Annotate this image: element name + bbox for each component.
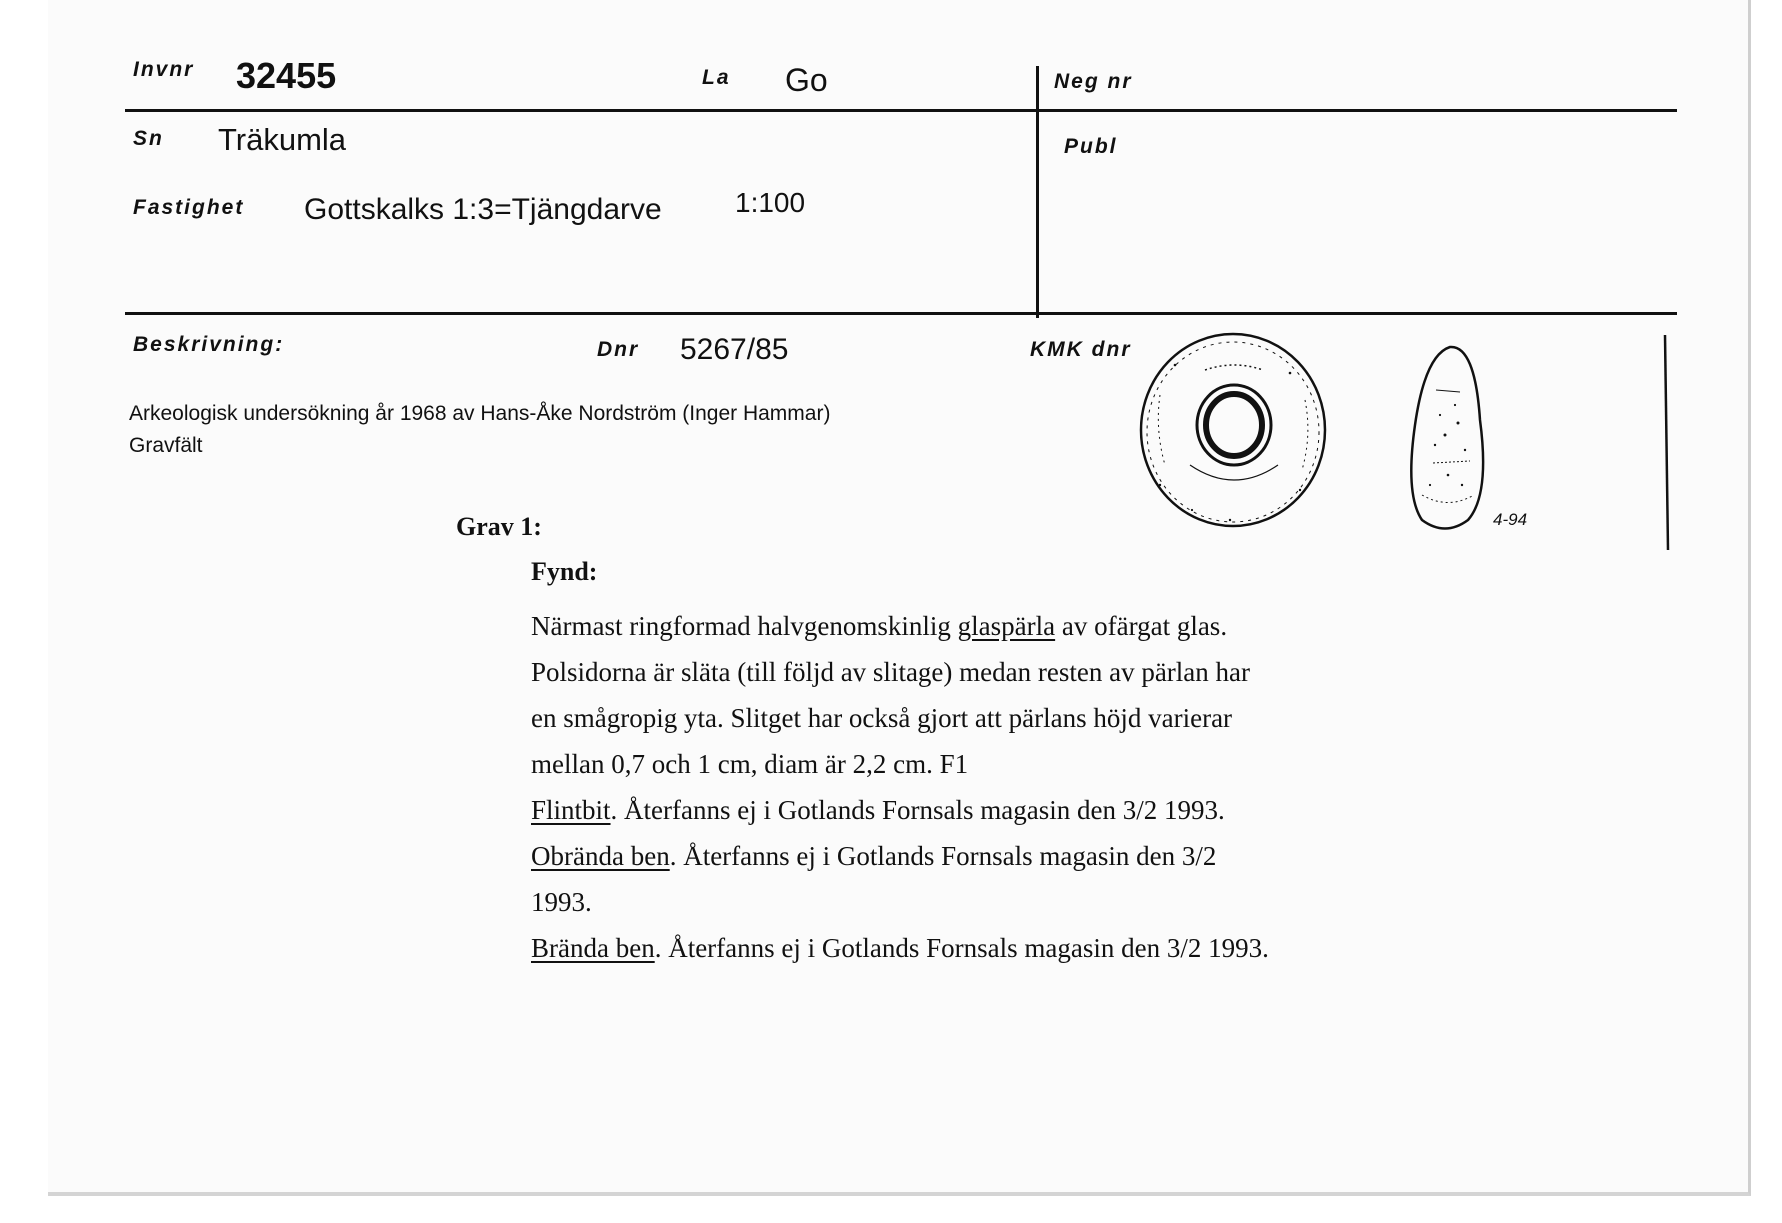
find-3-line-cont: 1993. (531, 887, 592, 917)
find-4-object: Brända ben (531, 933, 655, 963)
sn-value: Träkumla (218, 122, 347, 157)
invnr-value: 32455 (236, 55, 337, 96)
dnr-label: Dnr (597, 338, 640, 361)
find-1-object: glaspärla (957, 611, 1056, 641)
kmk-dnr-label: KMK dnr (1030, 338, 1132, 361)
publ-label: Publ (1064, 135, 1118, 158)
description-line-1: Arkeologisk undersökning år 1968 av Hans-Åke Nordström (Inger Hammar) (129, 402, 831, 425)
section-divider (125, 312, 1677, 315)
beskrivning-label: Beskrivning: (133, 333, 285, 356)
find-3-line (531, 833, 1491, 879)
dnr-value: 5267/85 (680, 333, 789, 366)
bead-drawing (1130, 325, 1690, 585)
drawing-note: 4-94 (1493, 510, 1528, 529)
negnr-label: Neg nr (1054, 70, 1133, 93)
find-2-object: Flintbit (531, 795, 611, 825)
find-3-object: Obrända ben (531, 841, 670, 871)
find-1-line-2: Polsidorna är släta (till följd av slitage) medan resten av pärlan har (531, 657, 1251, 687)
find-2-line (531, 787, 1491, 833)
invnr-label: Invnr (133, 58, 195, 81)
grave-heading: Grav 1: (456, 512, 542, 541)
find-1-line-1 (531, 603, 1491, 649)
la-label: La (702, 66, 731, 89)
find-1-line-3: en smågropig yta. Slitget har också gjort att pärlans höjd varierar (531, 703, 1233, 733)
la-value: Go (785, 62, 828, 98)
find-list (531, 603, 1491, 971)
fastighet-value: Gottskalks 1:3=Tjängdarve (304, 193, 662, 226)
catalog-card (48, 0, 1751, 1196)
find-1-line-4: mellan 0,7 och 1 cm, diam är 2,2 cm. F1 (531, 749, 969, 779)
find-1-text-b: av ofärgat glas. (1055, 611, 1228, 641)
fastighet-label: Fastighet (133, 196, 245, 219)
find-4-line (531, 925, 1491, 971)
header-divider (125, 109, 1677, 112)
find-4-text: . Återfanns ej i Gotlands Fornsals magasin den 3/2 1993. (654, 933, 1269, 963)
find-2-text: . Återfanns ej i Gotlands Fornsals magasin den 3/2 1993. (610, 795, 1225, 825)
find-3-text: . Återfanns ej i Gotlands Fornsals magasin den 3/2 (669, 841, 1217, 871)
sn-label: Sn (133, 127, 164, 150)
fastighet-handwritten-scale: 1:100 (735, 187, 806, 218)
header-column-divider (1036, 66, 1039, 318)
fynd-heading: Fynd: (531, 557, 598, 586)
description-line-2: Gravfält (129, 434, 203, 457)
find-1-text-a: Närmast ringformad halvgenomskinlig (531, 611, 958, 641)
